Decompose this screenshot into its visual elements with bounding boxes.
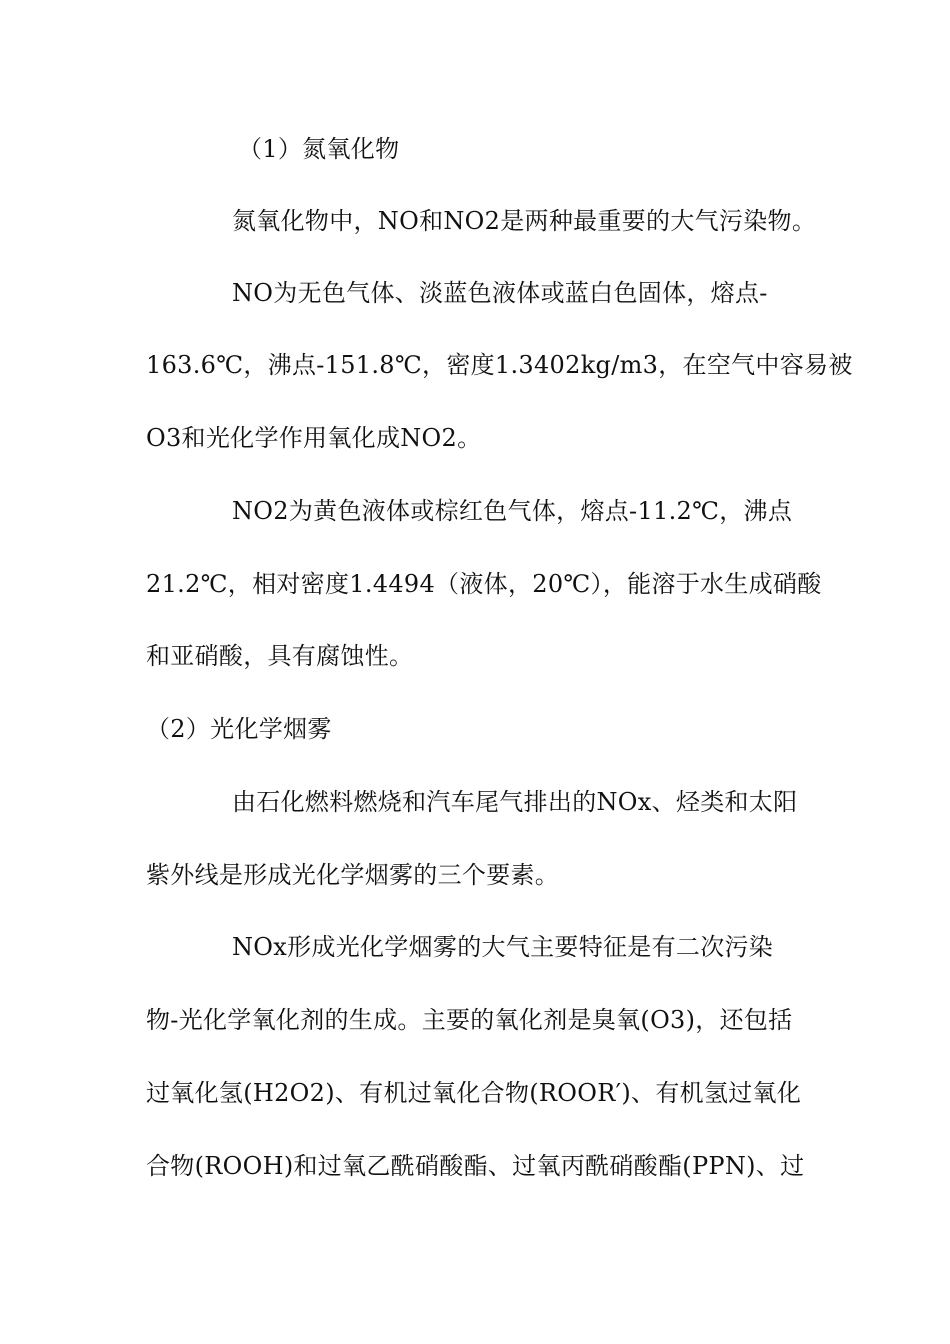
paragraph-line: 氮氧化物中，NO和NO2是两种最重要的大气污染物。	[232, 207, 817, 235]
paragraph-line: 163.6℃，沸点-151.8℃，密度1.3402kg/m3，在空气中容易被	[146, 351, 853, 379]
paragraph-line: NO为无色气体、淡蓝色液体或蓝白色固体，熔点-	[232, 279, 768, 307]
paragraph-line: 过氧化氢(H2O2)、有机过氧化合物(ROOR′)、有机氢过氧化	[146, 1079, 802, 1107]
paragraph-line: 物-光化学氧化剂的生成。主要的氧化剂是臭氧(O3)，还包括	[146, 1006, 793, 1034]
paragraph-line: 21.2℃，相对密度1.4494（液体，20℃），能溶于水生成硝酸	[146, 570, 822, 598]
paragraph-line: NOx形成光化学烟雾的大气主要特征是有二次污染	[232, 933, 774, 961]
paragraph-line: 和亚硝酸，具有腐蚀性。	[146, 642, 414, 670]
paragraph-line: O3和光化学作用氧化成NO2。	[146, 424, 482, 452]
paragraph-line: 紫外线是形成光化学烟雾的三个要素。	[146, 861, 560, 889]
paragraph-line: 由石化燃料燃烧和汽车尾气排出的NOx、烃类和太阳	[232, 788, 798, 816]
section-heading-2: （2）光化学烟雾	[146, 715, 332, 743]
paragraph-line: 合物(ROOH)和过氧乙酰硝酸酯、过氧丙酰硝酸酯(PPN)、过	[146, 1152, 805, 1180]
section-heading-1: （1）氮氧化物	[238, 135, 400, 163]
paragraph-line: NO2为黄色液体或棕红色气体，熔点-11.2℃，沸点	[232, 497, 793, 525]
